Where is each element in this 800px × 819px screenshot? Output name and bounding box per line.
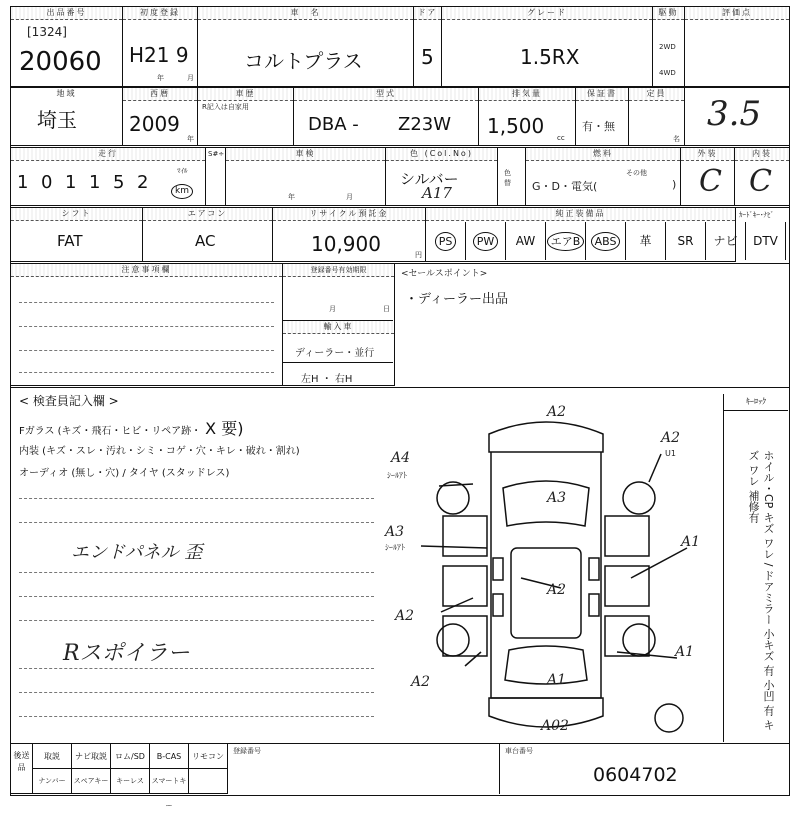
- displacement-cell: [479, 88, 576, 146]
- expiry-label: 登録番号有効期限: [283, 264, 394, 277]
- fuel-other: その他: [626, 169, 647, 177]
- mileage-digit: 1: [65, 172, 77, 193]
- lot-number: 20060: [19, 47, 102, 77]
- right-front-door: [605, 516, 649, 556]
- car-name-label: 車 名: [198, 7, 413, 20]
- score-label: 評価点: [685, 7, 789, 20]
- interior-label: 内装: [735, 148, 789, 161]
- capacity-label: 定員: [629, 88, 684, 101]
- lot-label: 出品番号: [11, 7, 122, 20]
- side-panel: [723, 394, 790, 742]
- capacity-unit: 名: [673, 135, 680, 143]
- steer-divider: [283, 362, 393, 363]
- inspection-line-2: 内装 (キズ・スレ・汚れ・シミ・コゲ・穴・キレ・破れ・割れ): [19, 446, 300, 457]
- mileage-unit-top: ﾏｲﾙ: [177, 167, 188, 175]
- annotation-line: [649, 454, 661, 482]
- left-rear-door: [443, 566, 487, 606]
- year-unit: 年: [157, 74, 164, 82]
- color-label: 色 (Col.No): [386, 148, 497, 161]
- annotation-line: [441, 598, 473, 612]
- mileage-label: 走行: [11, 148, 205, 161]
- inspection-line: [19, 498, 374, 499]
- import-label: 輸入車: [283, 321, 394, 334]
- left-front-door: [443, 516, 487, 556]
- front-bumper: [489, 422, 603, 452]
- smeter-cell: [206, 148, 226, 206]
- mileage-digits: [17, 172, 161, 193]
- recycle: 10,900: [311, 232, 381, 256]
- model-cell: [294, 88, 479, 146]
- map-mark: A02: [541, 718, 569, 734]
- equip-label: 純正装備品: [426, 208, 735, 221]
- equip-option-label: ナビ: [713, 234, 738, 248]
- recycle-label: リサイクル預託金: [273, 208, 425, 221]
- fuel-label: 燃料: [526, 148, 680, 161]
- shift-cell: [11, 208, 143, 262]
- equip-option: [746, 222, 786, 260]
- map-mark: A3: [385, 524, 405, 540]
- displacement: 1,500: [487, 114, 545, 138]
- interior-cell: [735, 148, 789, 206]
- first-reg-cell: [123, 7, 198, 87]
- inspection-title: < 検査員記入欄 >: [19, 394, 119, 408]
- reg-label: 登録番号: [233, 747, 261, 755]
- region-label: 地域: [56, 89, 77, 98]
- equip-option: [506, 222, 546, 260]
- equip-option-label: AW: [515, 234, 536, 248]
- yen-unit: 円: [415, 251, 422, 259]
- equip-option-label: エアB: [547, 232, 585, 251]
- ac-label: エアコン: [143, 208, 272, 221]
- equip-option-label: PW: [473, 232, 499, 251]
- color-change-cell: [498, 148, 526, 206]
- equip-option-label: ABS: [591, 232, 621, 251]
- row-4: [10, 208, 790, 264]
- caution-cell: [11, 264, 283, 386]
- warranty-cell: [576, 88, 629, 146]
- inspection-line-1: [19, 416, 243, 439]
- row-2: [10, 88, 790, 148]
- doors: 5: [421, 45, 434, 69]
- expiry-cell: [283, 264, 395, 386]
- inspection-line: [19, 596, 374, 597]
- year: 2009: [129, 112, 180, 136]
- window-r1: [589, 558, 599, 580]
- fglass-options: Fガラス (キズ・飛石・ヒビ・リペア跡・: [19, 426, 202, 437]
- equip-option-label: SR: [677, 234, 694, 248]
- color-change-label: 色替: [504, 169, 511, 187]
- equip-option: [586, 222, 626, 260]
- mileage-digit: 2: [137, 172, 149, 193]
- map-mark: A1: [547, 672, 567, 688]
- header-row: [10, 6, 790, 88]
- sales-label: <セールスポイント>: [401, 269, 488, 279]
- sales-point: ・ディーラー出品: [405, 292, 508, 307]
- annotation-line: [465, 652, 481, 666]
- equip-option-label: PS: [435, 232, 457, 251]
- deferred-items-label: 後送品: [11, 744, 33, 794]
- expiry-month-unit: 月: [329, 305, 336, 313]
- ac: AC: [195, 232, 216, 250]
- annotation-line: [631, 548, 687, 578]
- score: 3.5: [707, 94, 762, 134]
- keylock-label: ｷｰﾛｯｸ: [724, 394, 788, 411]
- footer-item: スマートキー: [150, 769, 189, 794]
- mileage-cell: [11, 148, 206, 206]
- interior: C: [749, 164, 772, 199]
- roof: [511, 548, 581, 638]
- car-name-cell: [198, 7, 414, 87]
- hand-note-1: エンドパネル 歪: [71, 542, 203, 563]
- map-mark: A3: [547, 490, 567, 506]
- model-label: 型式: [294, 88, 478, 101]
- window-r2: [589, 594, 599, 616]
- equip-option: [706, 222, 746, 260]
- wheel-rear-right: [623, 624, 655, 656]
- grade-label: グレード: [442, 7, 652, 20]
- color-cell: [386, 148, 498, 206]
- year-label: 西暦: [123, 88, 197, 101]
- warranty: 有・無: [582, 120, 615, 133]
- inspection-date-cell: [226, 148, 386, 206]
- year-unit-2: 年: [187, 135, 194, 143]
- map-note: ｼｰﾙｱﾄ: [385, 543, 405, 552]
- frame-number: 0604702: [593, 764, 678, 786]
- import-value: ディーラー・並行: [295, 348, 375, 359]
- map-note: ｼｰﾙｱﾄ: [387, 471, 407, 480]
- inspection-date-label: 車検: [226, 148, 385, 161]
- car-damage-map: [381, 398, 711, 738]
- map-mark: A4: [391, 450, 411, 466]
- history-note: R記入は自家用: [202, 103, 249, 111]
- insp-month-unit: 月: [346, 193, 353, 201]
- color: シルバー: [400, 170, 459, 188]
- first-reg-value: H21 9: [129, 43, 189, 67]
- history-label: 車歴: [198, 88, 293, 101]
- warranty-label: 保証書: [576, 88, 628, 101]
- caution-line: [19, 372, 274, 373]
- mileage-unit: km: [171, 184, 193, 199]
- window-l1: [493, 558, 503, 580]
- annotation-line: [617, 652, 677, 658]
- equip-option: [466, 222, 506, 260]
- grade-cell: [442, 7, 653, 87]
- wheel-rear-left: [437, 624, 469, 656]
- footer-item: スペアキー: [72, 769, 111, 794]
- mileage-digit: 1: [17, 172, 29, 193]
- footer: [10, 744, 790, 810]
- inspection-line: [19, 668, 374, 669]
- rear-glass: [505, 646, 587, 684]
- footer-item: キーレス: [111, 769, 150, 794]
- drive-4wd: 4WD: [659, 69, 676, 77]
- color-code: A17: [422, 184, 452, 202]
- doors-cell: [414, 7, 442, 87]
- mileage-unit-wrap: [171, 178, 193, 199]
- hood: [503, 481, 589, 526]
- inspection-area: [10, 388, 790, 744]
- map-mark: A2: [661, 430, 681, 446]
- car-name: コルトプラス: [244, 49, 363, 73]
- map-mark: A1: [675, 644, 695, 660]
- footer-item: 取説: [33, 744, 72, 769]
- region-cell: [11, 88, 123, 146]
- inspection-line: [19, 620, 374, 621]
- steer-value: 左H ・ 右H: [301, 374, 353, 385]
- inspection-line: [19, 522, 374, 523]
- map-note: U1: [665, 449, 676, 458]
- footer-item: ナビ取説: [72, 744, 111, 769]
- cc-unit: cc: [557, 134, 565, 142]
- mileage-digit: 5: [113, 172, 125, 193]
- wheel-front-right: [623, 482, 655, 514]
- inspection-line: [19, 572, 374, 573]
- score-cell-lower: [685, 88, 789, 146]
- mileage-digit: 1: [89, 172, 101, 193]
- fglass-mark: X 要): [205, 419, 244, 438]
- lot-cell: [11, 7, 123, 87]
- footer-item: [189, 769, 228, 794]
- caution-line: [19, 350, 274, 351]
- lot-bracket: [1324]: [27, 25, 67, 39]
- year-cell: [123, 88, 198, 146]
- map-mark: A2: [395, 608, 415, 624]
- map-mark: A2: [547, 582, 567, 598]
- caution-label: 注意事項欄: [11, 264, 282, 277]
- footer-item: リモコン: [189, 744, 228, 769]
- exterior: C: [699, 164, 722, 199]
- history-cell: [198, 88, 294, 146]
- smeter-label: S#÷: [208, 150, 225, 158]
- exterior-label: 外装: [681, 148, 734, 161]
- wheel-front-left: [437, 482, 469, 514]
- footer-item: ナンバー: [33, 769, 72, 794]
- card-label: ｶｰﾄﾞｷｰ･ﾅﾋﾞ: [739, 211, 774, 219]
- model-prefix: DBA -: [308, 114, 359, 135]
- model-code: Z23W: [398, 114, 452, 135]
- spare-wheel: [655, 704, 683, 732]
- equip-options: [426, 222, 789, 262]
- caution-line: [19, 326, 274, 327]
- fuel-cell: [526, 148, 681, 206]
- fuel-options: G・D・電気(: [532, 180, 598, 193]
- ac-cell: [143, 208, 273, 262]
- score-cell: [685, 7, 789, 87]
- shift: FAT: [57, 232, 83, 250]
- equip-option: [626, 222, 666, 260]
- inspection-line: [19, 692, 374, 693]
- caution-line: [19, 302, 274, 303]
- notes-area: [10, 264, 790, 388]
- frame-label: 車台番号: [505, 747, 533, 755]
- equip-option: [546, 222, 586, 260]
- footer-item: B-CAS: [150, 744, 189, 769]
- drive-cell: [653, 7, 685, 87]
- capacity-cell: [629, 88, 685, 146]
- expiry-day-unit: 日: [383, 305, 390, 313]
- inspection-line: [19, 716, 374, 717]
- month-unit: 月: [187, 74, 194, 82]
- footer-item: ロム/SD: [111, 744, 150, 769]
- drive-label: 駆動: [653, 7, 684, 20]
- window-l2: [493, 594, 503, 616]
- grade: 1.5RX: [520, 45, 580, 69]
- map-mark: A2: [547, 404, 567, 420]
- doors-label: ドア: [414, 7, 441, 20]
- row-3: [10, 148, 790, 208]
- equip-option-label: DTV: [753, 234, 778, 248]
- annotation-line: [421, 546, 487, 548]
- shift-label: シフト: [11, 208, 142, 221]
- hand-note-2: Rスポイラー: [63, 641, 190, 666]
- map-mark: A2: [411, 674, 431, 690]
- first-reg-label: 初度登録: [123, 7, 197, 20]
- equip-option: [666, 222, 706, 260]
- equip-option: [426, 222, 466, 260]
- displacement-label: 排気量: [479, 88, 575, 101]
- recycle-cell: [273, 208, 426, 262]
- side-text: ホイル・CP キズ ワレ / ドアミラー 小キズ 有 小凹 有 キズ ワレ 補修有: [747, 450, 775, 731]
- reg-number-cell: [229, 744, 500, 794]
- mileage-digit: 0: [41, 172, 53, 193]
- drive-2wd: 2WD: [659, 43, 676, 51]
- fuel-close-paren: ): [672, 178, 677, 191]
- insp-year-unit: 年: [288, 193, 295, 201]
- region: 埼玉: [37, 108, 77, 132]
- exterior-cell: [681, 148, 735, 206]
- auction-sheet: [10, 6, 790, 810]
- equip-option-label: 革: [639, 234, 652, 248]
- map-mark: A1: [681, 534, 701, 550]
- footer-items: [33, 744, 229, 810]
- inspection-line-3: オーディオ (無し・穴) / タイヤ (スタッドレス): [19, 468, 230, 479]
